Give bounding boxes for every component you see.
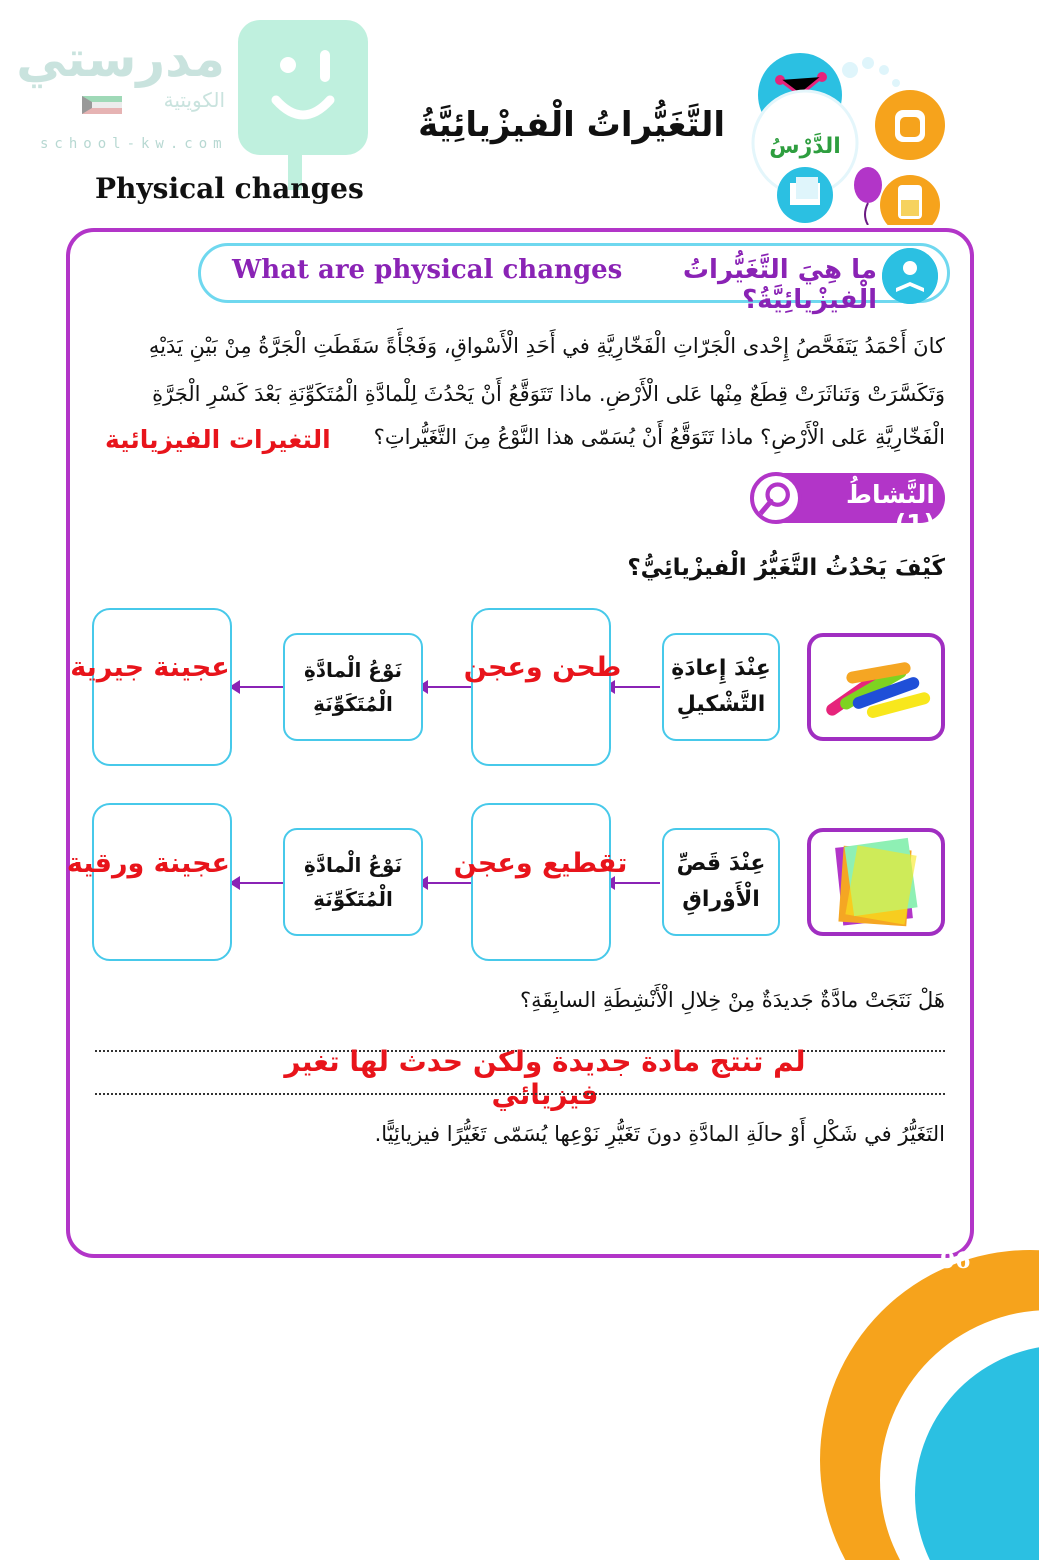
process-box <box>471 803 611 961</box>
process-box <box>471 608 611 766</box>
page-title-english: Physical changes <box>95 172 364 205</box>
page-title-arabic: التَّغَيُّراتُ الْفيزْيائِيَّةُ <box>418 105 725 145</box>
material-type-line: الْمُتَكَوِّنَةِ <box>313 887 393 911</box>
activity-question: كَيْفَ يَحْدُثُ التَّغَيُّرُ الْفيزْيائِيُّ؟ <box>627 555 945 581</box>
story-line-2: وَتَكَسَّرَتْ وَتَناثَرَتْ قِطَعٌ مِنْها عَلى الْأَرْضِ. ماذا تَتَوَقَّعُ أَنْ يَحْدُثَ لِلْمادَّةِ الْمُتَكَوِّنَةِ بَعْدَ كَسْرِ الْجَرَّةِ <box>152 382 945 406</box>
story-line-3: الْفَخّارِيَّةِ عَلى الْأَرْضِ؟ ماذا تَتَوَقَّعُ أَنْ يُسَمّى هذا النَّوْعُ مِنَ التَّغَيُّراتِ؟ <box>373 425 945 449</box>
magnifier-icon <box>750 472 802 524</box>
story-line-1: كانَ أَحْمَدُ يَتَفَحَّصُ إِحْدى الْجَرّاتِ الْفَخّارِيَّةِ في أَحَدِ الْأَسْواقِ، وَفَجْأَةً سَقَطَتِ الْجَرَّةُ مِنْ بَيْنِ يَدَيْهِ <box>148 334 945 358</box>
page-number: 96 <box>940 1248 971 1274</box>
definition: التَغَيُّرُ في شَكْلِ أَوْ حالَةِ المادَّةِ دونَ تَغَيُّرِ نَوْعِها يُسَمّى تَغَيُّرًا فيزيائِيًّا. <box>374 1122 945 1146</box>
lesson-badge-label: الدَّرْسُ <box>769 134 841 159</box>
lesson-badge <box>750 45 950 225</box>
condition-box <box>662 828 780 936</box>
result-box <box>92 803 232 961</box>
activity-label: النَّشاطُ (1) <box>846 480 935 538</box>
paper-sheets-icon <box>811 832 941 932</box>
story-answer: التغيرات الفيزيائية <box>105 425 331 454</box>
condition-line: التَّشْكيلِ <box>676 692 766 717</box>
material-type-box <box>283 633 423 741</box>
flow-arrow <box>612 686 660 688</box>
logo-subtitle: الكويتية <box>163 88 225 112</box>
material-type-box <box>283 828 423 936</box>
result-answer: عجينة جيرية <box>70 652 230 683</box>
clay-sticks-icon <box>811 637 941 737</box>
condition-line: الْأَوْراقِ <box>682 887 760 912</box>
material-type-line: نَوْعُ الْمادَّةِ <box>303 853 403 877</box>
logo-smile-icon <box>238 20 368 155</box>
followup-question: هَلْ نَتَجَتْ مادَّةٌ جَديدَةٌ مِنْ خِلالِ الْأَنْشِطَةِ السابِقَةِ؟ <box>519 988 945 1012</box>
result-box <box>92 608 232 766</box>
flow-arrow <box>425 686 471 688</box>
process-answer: طحن وعجن <box>463 652 622 683</box>
logo-name: مدرستي <box>16 30 225 88</box>
condition-box <box>662 633 780 741</box>
beaker-icon <box>898 185 922 219</box>
flow-arrow <box>237 686 283 688</box>
material-type-line: نَوْعُ الْمادَّةِ <box>303 658 403 682</box>
paper-image-box <box>807 828 945 936</box>
clay-image-box <box>807 633 945 741</box>
reader-icon <box>882 248 938 304</box>
condition-line: عِنْدَ إِعادَةِ <box>671 656 771 681</box>
question-banner-arabic: ما هِيَ التَّغَيُّراتُ الْفيزْيائِيَّةُ؟ <box>682 255 877 315</box>
kuwait-flag-icon <box>82 96 122 114</box>
sack-icon <box>895 110 925 142</box>
process-answer: تقطيع وعجن <box>453 848 628 879</box>
flow-arrow <box>612 882 660 884</box>
flow-arrow <box>237 882 283 884</box>
logo-url: school-kw.com <box>40 136 228 152</box>
balloon-icon <box>854 167 882 203</box>
material-type-line: الْمُتَكَوِّنَةِ <box>313 692 393 716</box>
followup-answer: لم تنتج مادة جديدة ولكن حدث لها تغير فيزيائي <box>284 1045 806 1111</box>
page-corner <box>800 1230 1039 1560</box>
result-answer: عجينة ورقية <box>66 848 230 879</box>
answer-line <box>95 1093 945 1095</box>
condition-line: عِنْدَ قَصِّ <box>676 851 766 876</box>
question-banner-english: What are physical changes <box>232 255 623 285</box>
flow-arrow <box>425 882 471 884</box>
